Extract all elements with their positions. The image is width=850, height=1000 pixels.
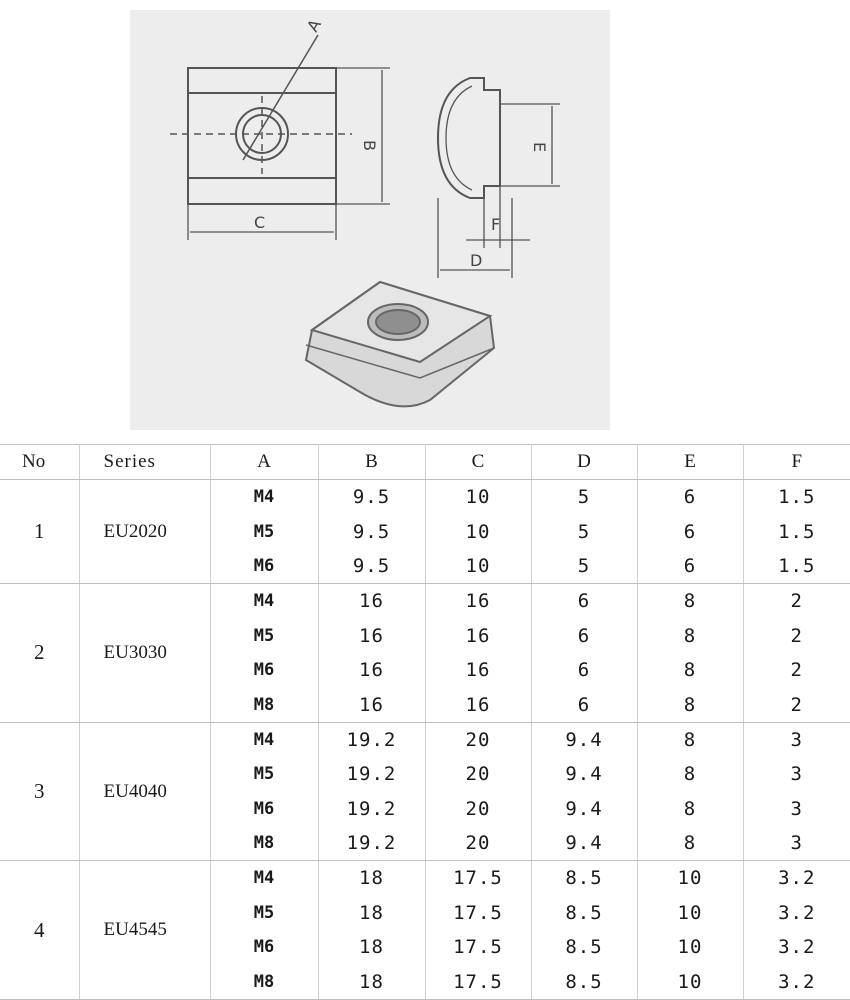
- cell-c: 20: [425, 757, 531, 791]
- cell-e: 6: [637, 514, 743, 548]
- cell-e: 8: [637, 792, 743, 826]
- cell-c: 16: [425, 687, 531, 722]
- cell-c: 17.5: [425, 930, 531, 964]
- cell-d: 9.4: [531, 792, 637, 826]
- cell-b: 18: [318, 896, 425, 930]
- iso-view: [306, 282, 494, 406]
- table-body: [0, 480, 850, 1000]
- cell-a: M5: [210, 619, 318, 653]
- cell-f: 3.2: [778, 936, 816, 959]
- cell-e: 6: [637, 480, 743, 515]
- cell-b: 19.2: [318, 757, 425, 791]
- label-e: E: [530, 142, 549, 153]
- cell-d: 6: [531, 687, 637, 722]
- cell-b: 19.2: [318, 826, 425, 861]
- label-d: D: [470, 251, 483, 270]
- cell-e: 8: [637, 826, 743, 861]
- cell-a: M5: [210, 514, 318, 548]
- cell-no: 2: [0, 584, 79, 723]
- cell-f: 1.5: [743, 549, 850, 584]
- cell-f: 2: [743, 687, 850, 722]
- table-header: [0, 445, 850, 480]
- cell-c: 17.5: [425, 964, 531, 999]
- cell-f: 3: [743, 826, 850, 861]
- header-series: Series: [79, 445, 210, 480]
- cell-e: 8: [637, 687, 743, 722]
- cell-no: 3: [0, 722, 79, 861]
- specification-table: [0, 444, 850, 1000]
- cell-series: EU3030: [79, 584, 210, 723]
- label-c: C: [254, 213, 266, 232]
- cell-d: 5: [531, 549, 637, 584]
- cell-c: 20: [425, 792, 531, 826]
- header-b: B: [318, 445, 425, 480]
- cell-d: 8.5: [531, 896, 637, 930]
- cell-b: 16: [318, 619, 425, 653]
- cell-b: 18: [318, 930, 425, 964]
- cell-f: 3.2: [778, 901, 816, 924]
- label-f: F: [491, 215, 501, 234]
- cell-d: 6: [531, 653, 637, 687]
- cell-b: 9.5: [318, 480, 425, 515]
- cell-f: 3: [790, 763, 803, 786]
- header-a: A: [210, 445, 318, 480]
- cell-no: 1: [0, 480, 79, 584]
- cell-c: 20: [425, 826, 531, 861]
- cell-d: 9.4: [531, 826, 637, 861]
- cell-a: M8: [210, 687, 318, 722]
- cell-b: 19.2: [318, 792, 425, 826]
- cell-d: 8.5: [531, 964, 637, 999]
- cell-b: 9.5: [318, 549, 425, 584]
- cell-a: M4: [210, 722, 318, 757]
- cell-a: M4: [210, 861, 318, 896]
- cell-f: 2: [790, 624, 803, 647]
- cell-e: 8: [637, 653, 743, 687]
- header-f: F: [743, 445, 850, 480]
- table-row: [0, 861, 850, 896]
- cell-d: 8.5: [531, 930, 637, 964]
- cell-no: 4: [0, 861, 79, 1000]
- cell-series: EU4040: [79, 722, 210, 861]
- cell-c: 10: [425, 480, 531, 515]
- table-row: [0, 584, 850, 619]
- cell-b: 16: [318, 653, 425, 687]
- cell-a: M6: [210, 549, 318, 584]
- cell-e: 8: [637, 619, 743, 653]
- table-row: [0, 722, 850, 757]
- cell-a: M4: [210, 584, 318, 619]
- table-row: [0, 480, 850, 515]
- cell-a: M6: [210, 930, 318, 964]
- cell-f: 1.5: [778, 486, 816, 509]
- drawing-svg: [0, 0, 850, 440]
- cell-d: 6: [531, 584, 637, 619]
- cell-e: 10: [637, 964, 743, 999]
- cell-a: M8: [210, 826, 318, 861]
- label-b: B: [360, 140, 379, 151]
- cell-a: M5: [210, 896, 318, 930]
- cell-series: EU2020: [79, 480, 210, 584]
- cell-d: 9.4: [531, 722, 637, 757]
- cell-b: 16: [318, 584, 425, 619]
- cell-e: 8: [637, 722, 743, 757]
- cell-c: 20: [425, 722, 531, 757]
- cell-d: 9.4: [531, 757, 637, 791]
- side-view: [438, 78, 560, 278]
- cell-e: 6: [637, 549, 743, 584]
- header-e: E: [637, 445, 743, 480]
- cell-b: 18: [318, 964, 425, 999]
- cell-e: 10: [637, 930, 743, 964]
- cell-a: M6: [210, 653, 318, 687]
- cell-e: 10: [637, 861, 743, 896]
- cell-c: 10: [425, 549, 531, 584]
- cell-b: 19.2: [318, 722, 425, 757]
- header-d: D: [531, 445, 637, 480]
- cell-a: M6: [210, 792, 318, 826]
- cell-f: 2: [790, 590, 803, 613]
- cell-d: 8.5: [531, 861, 637, 896]
- label-a: A: [303, 16, 325, 35]
- cell-c: 17.5: [425, 896, 531, 930]
- cell-series: EU4545: [79, 861, 210, 1000]
- cell-d: 5: [531, 480, 637, 515]
- front-view: [170, 35, 390, 240]
- cell-c: 16: [425, 653, 531, 687]
- header-c: C: [425, 445, 531, 480]
- cell-b: 9.5: [318, 514, 425, 548]
- cell-f: 3.2: [778, 867, 816, 890]
- cell-e: 10: [637, 896, 743, 930]
- cell-c: 10: [425, 514, 531, 548]
- cell-f: 3: [790, 728, 803, 751]
- cell-f: 3.2: [743, 964, 850, 999]
- header-no: No: [0, 445, 79, 480]
- cell-d: 6: [531, 619, 637, 653]
- cell-f: 2: [790, 659, 803, 682]
- cell-a: M5: [210, 757, 318, 791]
- cell-a: M8: [210, 964, 318, 999]
- cell-b: 18: [318, 861, 425, 896]
- cell-a: M4: [210, 480, 318, 515]
- cell-b: 16: [318, 687, 425, 722]
- cell-c: 17.5: [425, 861, 531, 896]
- technical-drawing: [0, 0, 850, 440]
- cell-f: 1.5: [778, 520, 816, 543]
- cell-e: 8: [637, 584, 743, 619]
- cell-c: 16: [425, 619, 531, 653]
- cell-e: 8: [637, 757, 743, 791]
- cell-d: 5: [531, 514, 637, 548]
- cell-f: 3: [790, 797, 803, 820]
- cell-c: 16: [425, 584, 531, 619]
